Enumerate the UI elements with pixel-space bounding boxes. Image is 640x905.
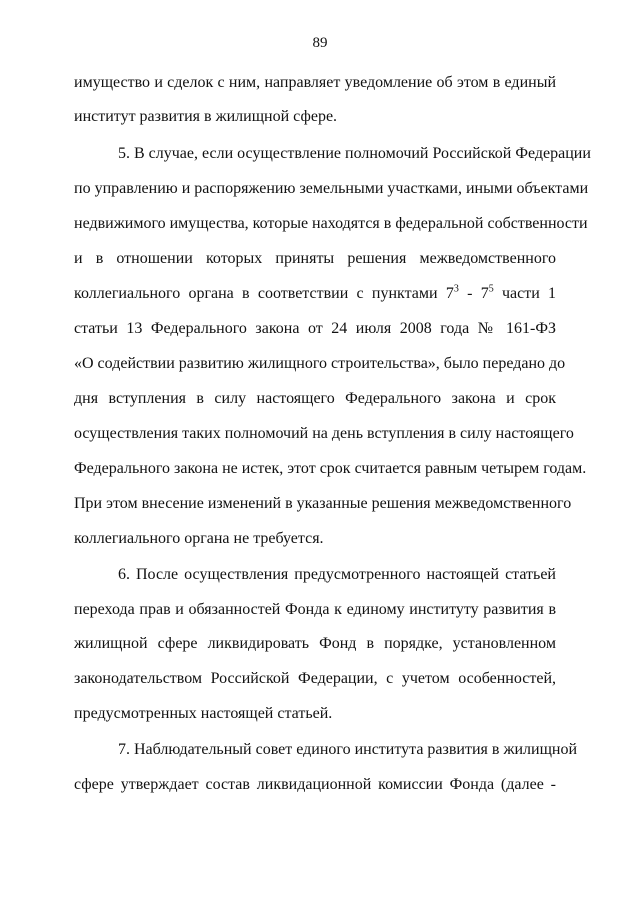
text-line: недвижимого имущества, которые находятся в федеральной собственности bbox=[74, 215, 588, 232]
text-line: статьи 13 Федерального закона от 24 июля 2008 года № 161-ФЗ bbox=[74, 320, 556, 337]
text-line: При этом внесение изменений в указанные решения межведомственного bbox=[74, 495, 572, 512]
text-fragment: коллегиального органа в соответствии с пунктами bbox=[74, 285, 438, 302]
paragraph-5-first-line: 5. В случае, если осуществление полномочий Российской Федерации bbox=[118, 145, 591, 162]
text-line: сфере утверждает состав ликвидационной комиссии Фонда (далее - bbox=[74, 776, 556, 793]
text-line: по управлению и распоряжению земельными участками, иными объектами bbox=[74, 180, 589, 197]
text-line: перехода прав и обязанностей Фонда к единому институту развития в bbox=[74, 601, 556, 618]
text-line: коллегиального органа не требуется. bbox=[74, 530, 324, 547]
text-fragment: части 1 bbox=[501, 285, 557, 302]
text-line: дня вступления в силу настоящего Федерального закона и срок bbox=[74, 390, 556, 407]
paragraph-6-first-line: 6. После осуществления предусмотренного настоящей статьей bbox=[118, 566, 556, 583]
text-line: Федерального закона не истек, этот срок считается равным четырем годам. bbox=[74, 460, 587, 477]
text-line: институт развития в жилищной сфере. bbox=[74, 108, 338, 125]
text-line: осуществления таких полномочий на день вступления в силу настоящего bbox=[74, 425, 574, 442]
text-line: «О содействии развитию жилищного строительства», было передано до bbox=[74, 355, 566, 372]
text-line: предусмотренных настоящей статьей. bbox=[74, 705, 333, 722]
text-line: имущество и сделок с ним, направляет уведомление об этом в единый bbox=[74, 74, 556, 91]
item-reference: $7^5$ bbox=[480, 283, 494, 302]
text-line-with-references bbox=[74, 284, 556, 304]
page-number: 89 bbox=[312, 35, 328, 51]
item-reference: $7^3$ bbox=[445, 283, 459, 302]
text-line: и в отношении которых приняты решения межведомственного bbox=[74, 250, 556, 267]
range-dash: - bbox=[467, 285, 473, 302]
paragraph-7-first-line: 7. Наблюдательный совет единого института развития в жилищной bbox=[118, 741, 578, 758]
text-line: жилищной сфере ликвидировать Фонд в порядке, установленном bbox=[74, 635, 556, 652]
text-line: законодательством Российской Федерации, с учетом особенностей, bbox=[74, 670, 556, 687]
